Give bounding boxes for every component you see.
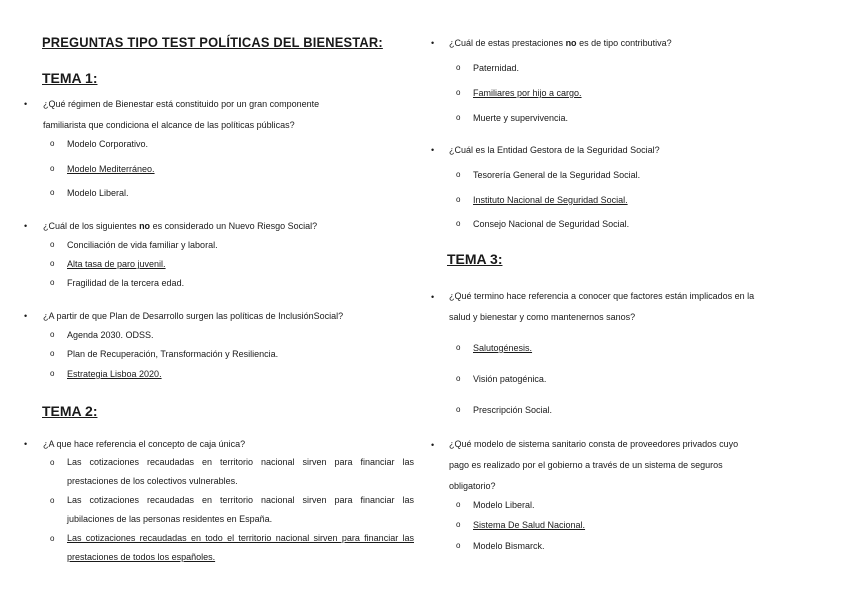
bullet-q4: • <box>24 439 28 449</box>
option-mark: o <box>456 520 461 529</box>
q3-option-3-correct[interactable]: Estrategia Lisboa 2020. <box>67 369 162 379</box>
option-mark: o <box>50 164 55 173</box>
q4-option-1[interactable]: Las cotizaciones recaudadas en territorio nacional sirven para financiar las prestaciones de los colectivos vulnerables. <box>67 457 414 486</box>
option-mark: o <box>456 170 461 179</box>
option-mark: o <box>50 534 55 543</box>
q6-option-1[interactable]: Tesorería General de la Seguridad Social. <box>473 170 641 180</box>
q4-option-2[interactable]: Las cotizaciones recaudadas en territorio nacional sirven para financiar las jubilaciones de las personas residentes en España. <box>67 495 414 524</box>
option-mark: o <box>50 240 55 249</box>
q7-option-2[interactable]: Visión patogénica. <box>473 374 547 384</box>
bullet-q7: • <box>431 292 435 302</box>
option-mark: o <box>50 349 55 358</box>
question-6: ¿Cuál es la Entidad Gestora de la Seguridad Social? <box>449 145 660 155</box>
q5-option-3[interactable]: Muerte y supervivencia. <box>473 113 569 123</box>
option-mark: o <box>456 113 461 122</box>
q5-option-2-correct[interactable]: Familiares por hijo a cargo. <box>473 88 582 98</box>
q8-option-1[interactable]: Modelo Liberal. <box>473 500 535 510</box>
question-8: ¿Qué modelo de sistema sanitario consta de proveedores privados cuyo pago es realizado por el gobierno a través de un sistema de seguros obligatorio? <box>449 439 739 491</box>
q1-option-2-correct[interactable]: Modelo Mediterráneo. <box>67 164 155 174</box>
q2-option-1[interactable]: Conciliación de vida familiar y laboral. <box>67 240 218 250</box>
q5-option-1[interactable]: Paternidad. <box>473 63 520 73</box>
q4-option-3-correct[interactable]: Las cotizaciones recaudadas en todo el territorio nacional sirven para financiar las prestaciones de todos los españoles. <box>67 533 414 562</box>
option-mark: o <box>50 278 55 287</box>
option-mark: o <box>456 541 461 550</box>
bullet-q5: • <box>431 38 435 48</box>
question-1-line2: familiarista que condiciona el alcance de las políticas públicas? <box>43 120 295 130</box>
option-mark: o <box>456 405 461 414</box>
bullet-q1: • <box>24 99 28 109</box>
q8-option-2-correct[interactable]: Sistema De Salud Nacional. <box>473 520 586 530</box>
option-mark: o <box>50 496 55 505</box>
bullet-q8: • <box>431 440 435 450</box>
tema-1-heading: TEMA 1: <box>42 70 98 86</box>
option-mark: o <box>456 374 461 383</box>
q3-option-1[interactable]: Agenda 2030. ODSS. <box>67 330 154 340</box>
question-7: ¿Qué termino hace referencia a conocer que factores están implicados en la salud y bienestar y como mantenernos sanos? <box>449 291 755 322</box>
q7-option-3[interactable]: Prescripción Social. <box>473 405 553 415</box>
option-mark: o <box>456 63 461 72</box>
option-mark: o <box>50 188 55 197</box>
question-2: ¿Cuál de los siguientes no es considerado un Nuevo Riesgo Social? <box>43 221 318 231</box>
q1-option-1[interactable]: Modelo Corporativo. <box>67 139 149 149</box>
question-4: ¿A que hace referencia el concepto de caja única? <box>43 439 246 449</box>
tema-2-heading: TEMA 2: <box>42 403 98 419</box>
q1-option-3[interactable]: Modelo Liberal. <box>67 188 129 198</box>
option-mark: o <box>50 139 55 148</box>
option-mark: o <box>456 500 461 509</box>
bullet-q2: • <box>24 221 28 231</box>
question-1-line1: ¿Qué régimen de Bienestar está constituido por un gran componente <box>43 99 320 109</box>
option-mark: o <box>50 330 55 339</box>
bullet-q3: • <box>24 311 28 321</box>
option-mark: o <box>456 219 461 228</box>
option-mark: o <box>456 195 461 204</box>
q6-option-3[interactable]: Consejo Nacional de Seguridad Social. <box>473 219 630 229</box>
question-3: ¿A partir de que Plan de Desarrollo surgen las políticas de InclusiónSocial? <box>43 311 344 321</box>
page-title: PREGUNTAS TIPO TEST POLÍTICAS DEL BIENESTAR: <box>42 34 383 50</box>
tema-3-heading: TEMA 3: <box>447 251 503 267</box>
option-mark: o <box>456 343 461 352</box>
question-5: ¿Cuál de estas prestaciones no es de tipo contributiva? <box>449 38 672 48</box>
option-mark: o <box>50 259 55 268</box>
q8-option-3[interactable]: Modelo Bismarck. <box>473 541 545 551</box>
bullet-q6: • <box>431 145 435 155</box>
q6-option-2-correct[interactable]: Instituto Nacional de Seguridad Social. <box>473 195 628 205</box>
q2-option-2-correct[interactable]: Alta tasa de paro juvenil. <box>67 259 166 269</box>
option-mark: o <box>50 369 55 378</box>
option-mark: o <box>456 88 461 97</box>
q7-option-1-correct[interactable]: Salutogénesis. <box>473 343 533 353</box>
option-mark: o <box>50 458 55 467</box>
q2-option-3[interactable]: Fragilidad de la tercera edad. <box>67 278 185 288</box>
q3-option-2[interactable]: Plan de Recuperación, Transformación y Resiliencia. <box>67 349 279 359</box>
question-1 <box>43 94 413 136</box>
